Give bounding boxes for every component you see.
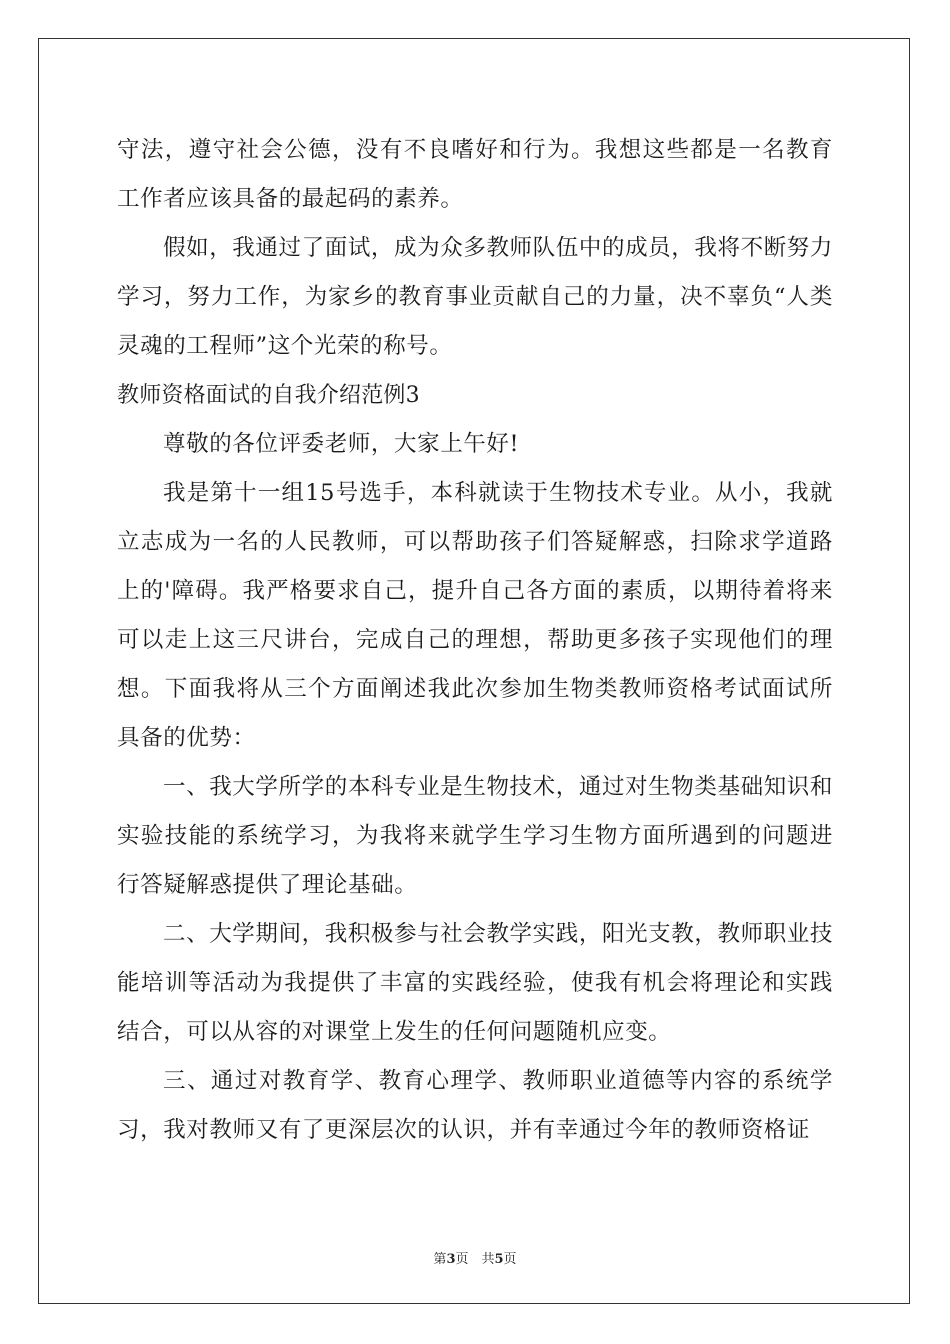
section-title: 教师资格面试的自我介绍范例3: [117, 383, 420, 408]
footer-page-total: 5: [494, 1252, 504, 1267]
paragraph-advantage-3: 三、通过对教育学、教育心理学、教师职业道德等内容的系统学习，我对教师又有了更深层次的认识，并有幸通过今年的教师资格证: [117, 1068, 833, 1143]
paragraph-advantage-1: 一、我大学所学的本科专业是生物技术，通过对生物类基础知识和实验技能的系统学习，为我将来就学生学习生物方面所遇到的问题进行答疑解惑提供了理论基础。: [117, 774, 833, 898]
footer-page-mid: 页 共: [455, 1252, 495, 1267]
footer-page-current: 3: [446, 1252, 456, 1267]
paragraph-introduction: 我是第十一组15号选手，本科就读于生物技术专业。从小，我就立志成为一名的人民教师，可以帮助孩子们答疑解惑，扫除求学道路上的'障碍。我严格要求自己，提升自己各方面的素质，以期待着将来可以走上这三尺讲台，完成自己的理想，帮助更多孩子实现他们的理想。下面我将从三个方面阐述我此次参加生物类教师资格考试面试所具备的优势：: [117, 480, 833, 751]
paragraph-continuation: 守法，遵守社会公德，没有不良嗜好和行为。我想这些都是一名教育工作者应该具备的最起码的素养。: [117, 137, 833, 212]
page-footer: [0, 1248, 950, 1267]
paragraph-commitment: 假如，我通过了面试，成为众多教师队伍中的成员，我将不断努力学习，努力工作，为家乡的教育事业贡献自己的力量，决不辜负“人类灵魂的工程师”这个光荣的称号。: [117, 235, 833, 359]
footer-page-suffix: 页: [503, 1252, 517, 1267]
paragraph-greeting: 尊敬的各位评委老师，大家上午好!: [163, 431, 520, 457]
paragraph-advantage-2: 二、大学期间，我积极参与社会教学实践，阳光支教，教师职业技能培训等活动为我提供了丰富的实践经验，使我有机会将理论和实践结合，可以从容的对课堂上发生的任何问题随机应变。: [117, 921, 833, 1045]
footer-page-prefix: 第: [433, 1252, 447, 1267]
document-body: [117, 126, 833, 1155]
